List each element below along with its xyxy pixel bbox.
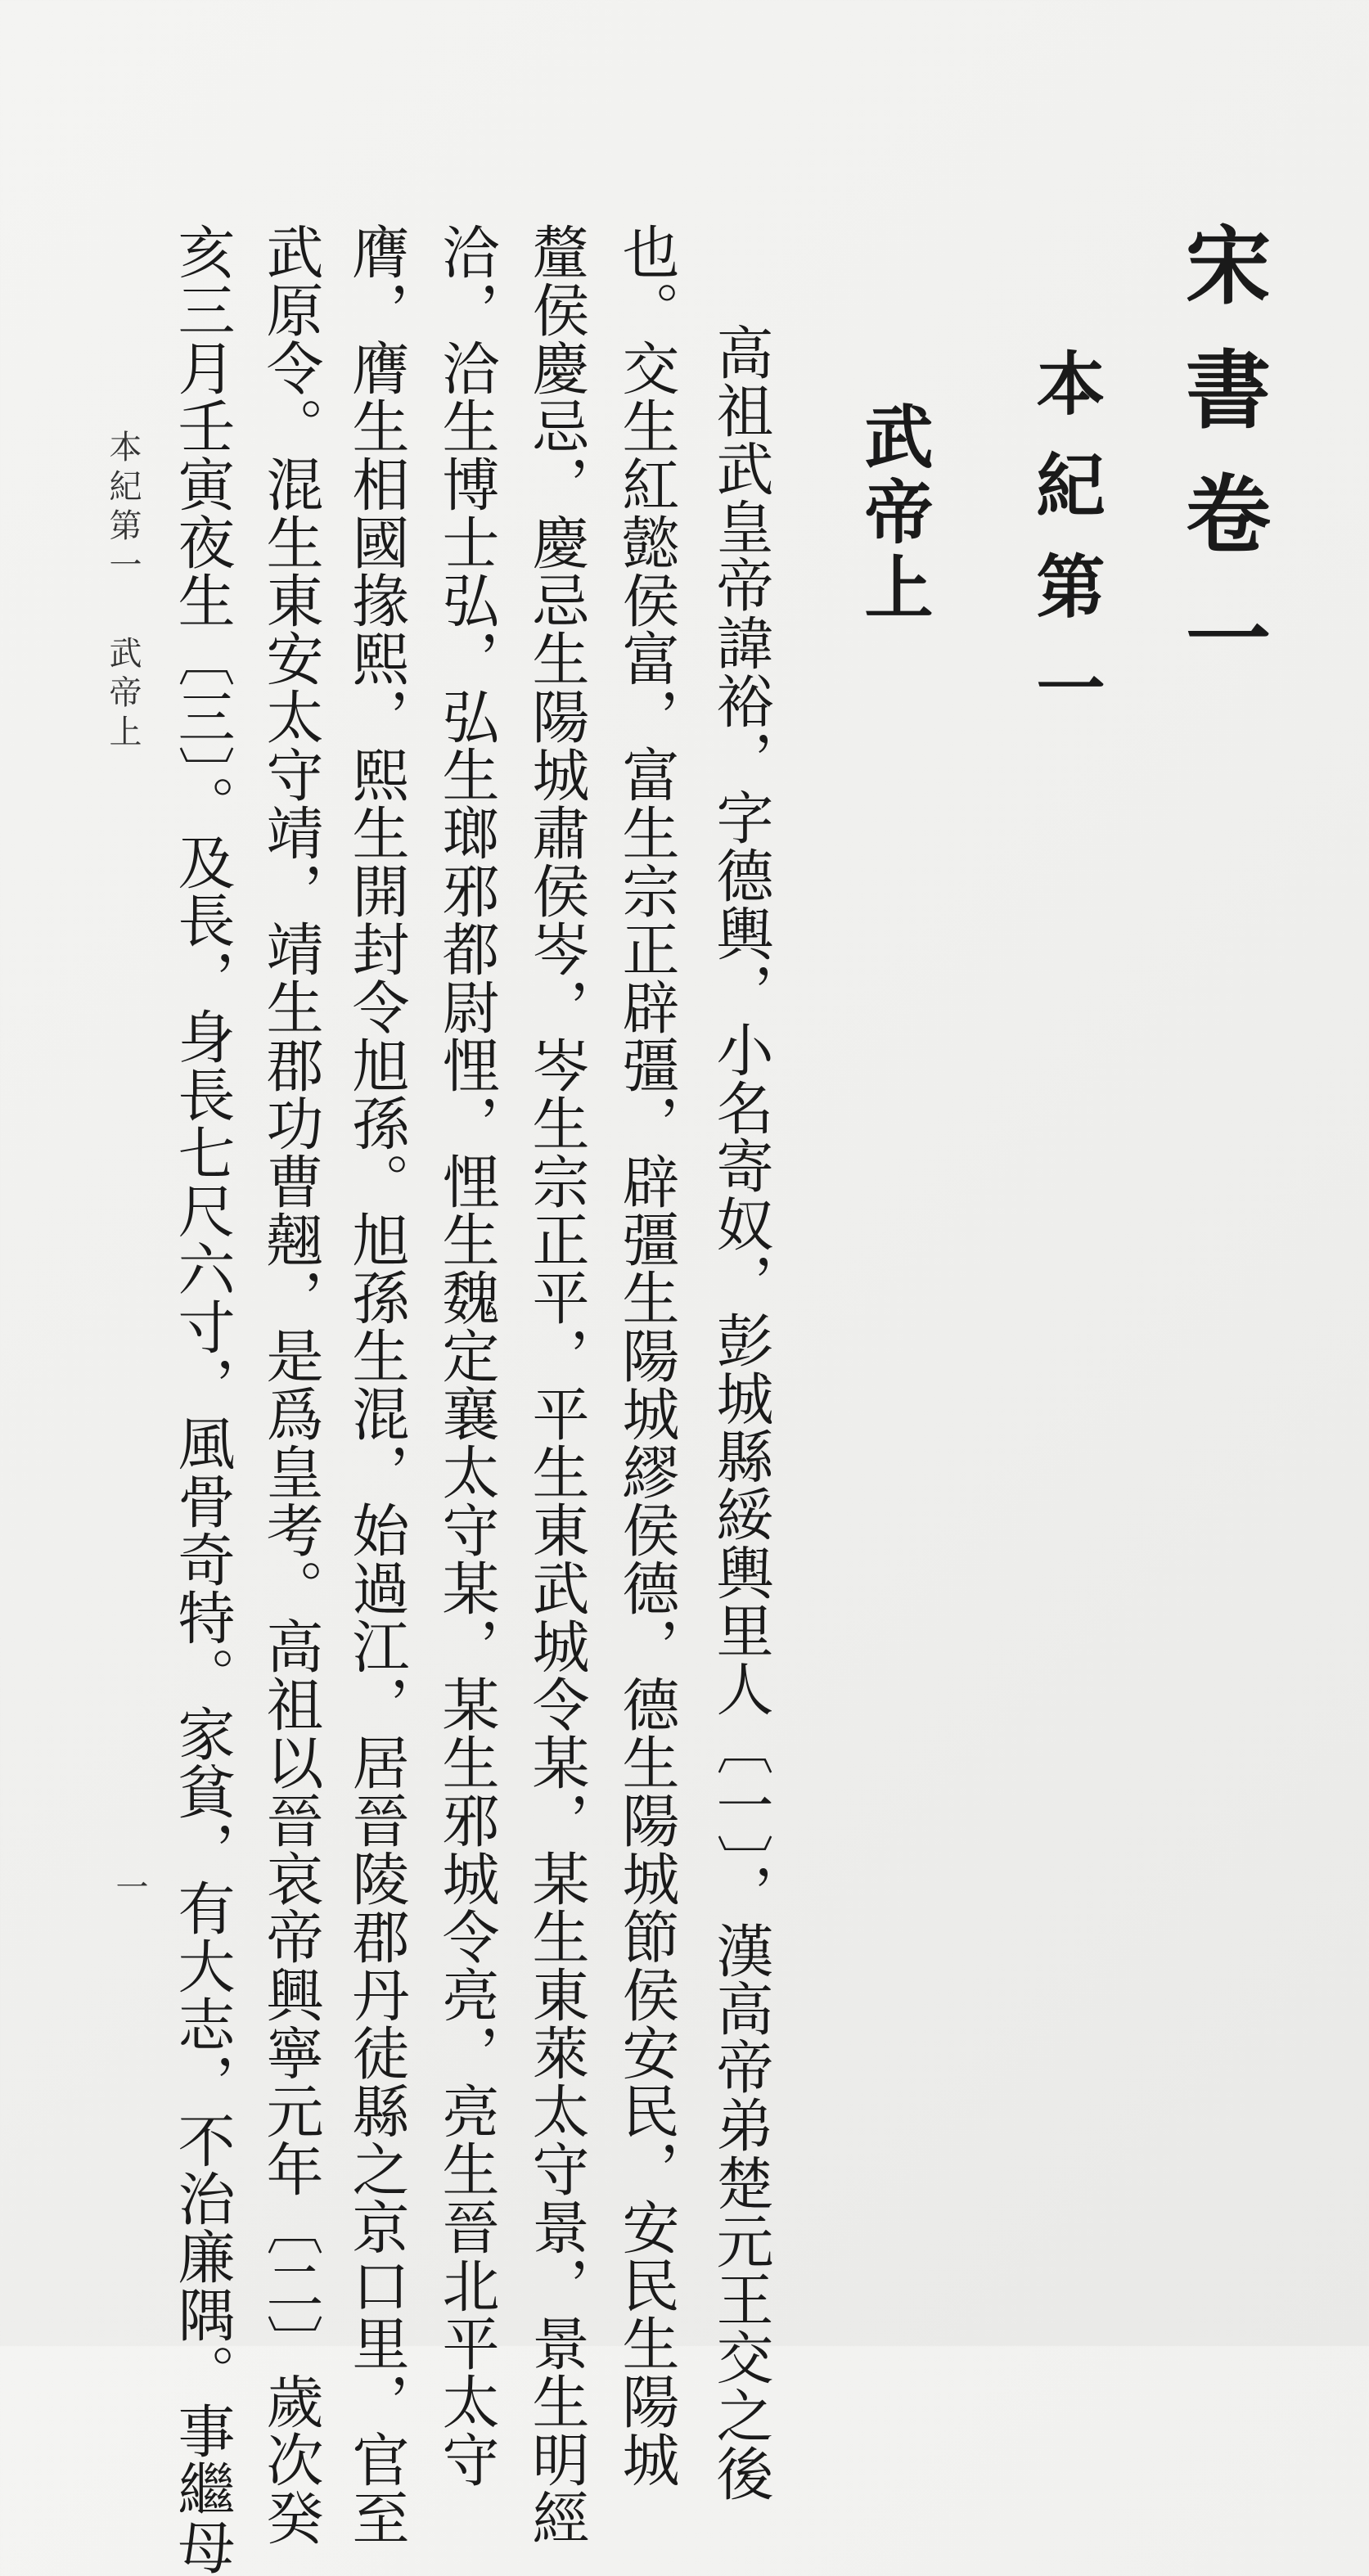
runner-chapter: 武帝上 [104, 636, 142, 754]
text-column-2: 也。交生紅懿侯富，富生宗正辟彊，辟彊生陽城繆侯德，德生陽城節侯安民，安民生陽城 [613, 223, 680, 2488]
running-footer [104, 430, 142, 754]
volume-title: 宋書卷一 [1171, 221, 1272, 718]
text-column-3: 釐侯慶忌，慶忌生陽城肅侯岑，岑生宗正平，平生東武城令某，某生東萊太守景，景生明經 [523, 223, 590, 2547]
text-column-1: 高祖武皇帝諱裕，字德輿，小名寄奴，彭城縣綏輿里人〔一〕，漢高帝弟楚元王交之後 [707, 323, 774, 2502]
text-column-7: 亥三月壬寅夜生〔三〕。及長，身長七尺六寸，風骨奇特。家貧，有大志，不治廉隅。事繼母 [169, 223, 236, 2576]
page-number: 一 [110, 1870, 148, 1903]
section-title: 本紀第一 [1025, 348, 1106, 754]
text-column-6: 武原令。混生東安太守靖，靖生郡功曹翹，是爲皇考。高祖以晉哀帝興寧元年〔二〕歲次癸 [257, 223, 324, 2547]
chapter-title: 武帝上 [853, 401, 934, 627]
text-column-4: 洽，洽生博士弘，弘生瑯邪都尉悝，悝生魏定襄太守某，某生邪城令亮，亮生晉北平太守 [433, 223, 500, 2488]
text-column-5: 膺，膺生相國掾熙，熙生開封令旭孫。旭孫生混，始過江，居晉陵郡丹徒縣之京口里，官至 [343, 223, 410, 2547]
runner-section: 本紀第一 [104, 430, 142, 587]
